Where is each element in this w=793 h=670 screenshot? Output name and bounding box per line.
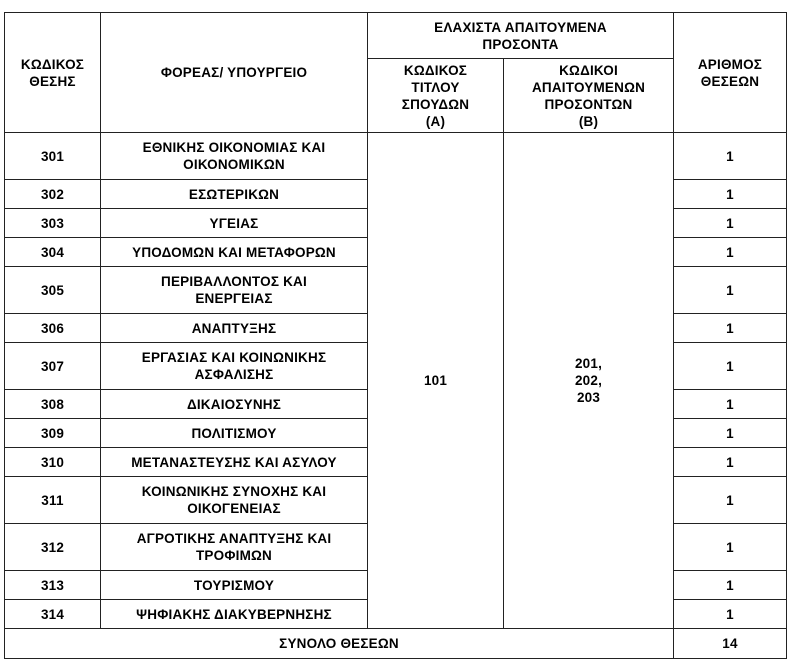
agency-name-line: ΚΟΙΝΩΝΙΚΗΣ ΣΥΝΟΧΗΣ ΚΑΙ: [141, 484, 327, 499]
agency-name: [101, 133, 368, 180]
position-code: 312: [5, 524, 101, 571]
position-count: 1: [674, 571, 787, 600]
position-code: 309: [5, 419, 101, 448]
position-count: 1: [674, 524, 787, 571]
header-position-code-line: ΚΩΔΙΚΟΣ: [20, 56, 85, 72]
header-qualification-codes: [504, 59, 674, 133]
header-degree-code-line: (A): [425, 113, 446, 129]
agency-name-line: ΟΙΚΟΓΕΝΕΙΑΣ: [187, 501, 281, 516]
position-code: 311: [5, 477, 101, 524]
agency-name-line: ΕΘΝΙΚΗΣ ΟΙΚΟΝΟΜΙΑΣ ΚΑΙ: [142, 140, 326, 155]
position-code: 305: [5, 267, 101, 314]
position-count: 1: [674, 133, 787, 180]
position-count: 1: [674, 419, 787, 448]
agency-name-line: ΑΣΦΑΛΙΣΗΣ: [194, 367, 274, 382]
qualification-code: 202,: [574, 373, 603, 388]
header-agency: ΦΟΡΕΑΣ/ ΥΠΟΥΡΓΕΙΟ: [101, 13, 368, 133]
agency-name: [101, 477, 368, 524]
position-count: 1: [674, 390, 787, 419]
header-position-code: [5, 13, 101, 133]
position-count: 1: [674, 209, 787, 238]
position-count: 1: [674, 180, 787, 209]
position-count: 1: [674, 314, 787, 343]
header-degree-code-line: ΚΩΔΙΚΟΣ: [403, 62, 468, 78]
agency-name: ΔΙΚΑΙΟΣΥΝΗΣ: [101, 390, 368, 419]
table-row: [5, 133, 787, 180]
agency-name: [101, 524, 368, 571]
positions-table: [4, 12, 787, 659]
position-count: 1: [674, 600, 787, 629]
qualification-codes-cell: [504, 133, 674, 629]
position-code: 301: [5, 133, 101, 180]
position-count: 1: [674, 267, 787, 314]
header-degree-code: [368, 59, 504, 133]
agency-name-line: ΑΓΡΟΤΙΚΗΣ ΑΝΑΠΤΥΞΗΣ ΚΑΙ: [136, 531, 332, 546]
header-position-count-line: ΑΡΙΘΜΟΣ: [697, 56, 763, 72]
agency-name: [101, 343, 368, 390]
position-code: 303: [5, 209, 101, 238]
header-qualification-codes-line: (B): [578, 113, 599, 129]
total-value: 14: [674, 629, 787, 659]
agency-name: ΥΓΕΙΑΣ: [101, 209, 368, 238]
position-code: 302: [5, 180, 101, 209]
total-label: ΣΥΝΟΛΟ ΘΕΣΕΩΝ: [5, 629, 674, 659]
agency-name: ΑΝΑΠΤΥΞΗΣ: [101, 314, 368, 343]
agency-name-line: ΕΡΓΑΣΙΑΣ ΚΑΙ ΚΟΙΝΩΝΙΚΗΣ: [141, 350, 327, 365]
agency-name: ΕΣΩΤΕΡΙΚΩΝ: [101, 180, 368, 209]
qualification-code: 203: [576, 390, 601, 405]
position-code: 308: [5, 390, 101, 419]
header-qualification-codes-line: ΚΩΔΙΚΟΙ: [559, 62, 618, 78]
position-code: 307: [5, 343, 101, 390]
agency-name-line: ΟΙΚΟΝΟΜΙΚΩΝ: [183, 157, 285, 172]
agency-name-line: ΕΝΕΡΓΕΙΑΣ: [195, 291, 273, 306]
header-min-qualifications-line: ΠΡΟΣΟΝΤΑ: [482, 36, 559, 52]
header-degree-code-line: ΣΠΟΥΔΩΝ: [401, 96, 470, 112]
total-row: [5, 629, 787, 659]
position-code: 304: [5, 238, 101, 267]
agency-name: [101, 267, 368, 314]
position-count: 1: [674, 238, 787, 267]
degree-code-cell: 101: [368, 133, 504, 629]
position-count: 1: [674, 477, 787, 524]
agency-name: ΥΠΟΔΟΜΩΝ ΚΑΙ ΜΕΤΑΦΟΡΩΝ: [101, 238, 368, 267]
header-position-count-line: ΘΕΣΕΩΝ: [700, 73, 760, 89]
header-degree-code-line: ΤΙΤΛΟΥ: [411, 79, 460, 95]
agency-name-line: ΤΡΟΦΙΜΩΝ: [195, 548, 272, 563]
header-qualification-codes-line: ΠΡΟΣΟΝΤΩΝ: [544, 96, 633, 112]
position-code: 310: [5, 448, 101, 477]
qualification-code: 201,: [574, 356, 603, 371]
position-count: 1: [674, 343, 787, 390]
agency-name-line: ΠΕΡΙΒΑΛΛΟΝΤΟΣ ΚΑΙ: [161, 274, 307, 289]
position-code: 306: [5, 314, 101, 343]
position-code: 314: [5, 600, 101, 629]
header-min-qualifications-line: ΕΛΑΧΙΣΤΑ ΑΠΑΙΤΟΥΜΕΝΑ: [434, 19, 607, 35]
position-count: 1: [674, 448, 787, 477]
header-position-count: [674, 13, 787, 133]
position-code: 313: [5, 571, 101, 600]
agency-name: ΜΕΤΑΝΑΣΤΕΥΣΗΣ ΚΑΙ ΑΣΥΛΟΥ: [101, 448, 368, 477]
agency-name: ΠΟΛΙΤΙΣΜΟΥ: [101, 419, 368, 448]
agency-name: ΨΗΦΙΑΚΗΣ ΔΙΑΚΥΒΕΡΝΗΣΗΣ: [101, 600, 368, 629]
header-position-code-line: ΘΕΣΗΣ: [29, 73, 76, 89]
header-qualification-codes-line: ΑΠΑΙΤΟΥΜΕΝΩΝ: [531, 79, 646, 95]
agency-name: ΤΟΥΡΙΣΜΟΥ: [101, 571, 368, 600]
header-min-qualifications: [368, 13, 674, 59]
